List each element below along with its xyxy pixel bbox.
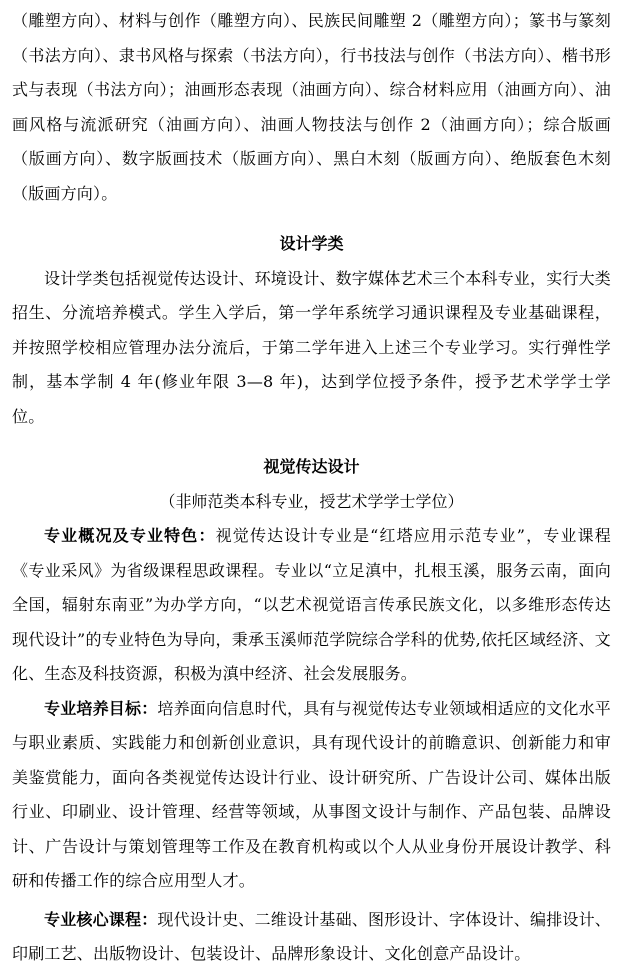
design-section-heading: 设计学类 — [279, 234, 344, 253]
overview-paragraph — [12, 519, 611, 692]
core-courses-label: 专业核心课程： — [44, 909, 158, 929]
goals-label: 专业培养目标： — [44, 698, 158, 718]
goals-paragraph — [12, 692, 611, 899]
overview-label: 专业概况及专业特色： — [44, 526, 216, 545]
core-courses-paragraph — [12, 903, 611, 972]
design-section-body: 设计学类包括视觉传达设计、环境设计、数字媒体艺术三个本科专业，实行大类招生、分流培养模式。学生入学后，第一学年系统学习通识课程及专业基础课程，并按照学校相应管理办法分流后，于第二学年进入上述三个专业学习。实行弹性学制，基本学制 4 年(修业年限 3—8 年)，达到学位授予条件，授予艺术学学士学位。 — [12, 268, 612, 426]
visual-section-subtitle: （非师范类本科专业，授艺术学学士学位） — [159, 491, 464, 511]
core-courses-text: 现代设计史、二维设计基础、图形设计、字体设计、编排设计、印刷工艺、出版物设计、包装设计、品牌形象设计、文化创意产品设计。 — [12, 909, 612, 963]
intro-continuation-paragraph: （雕塑方向）、材料与创作（雕塑方向）、民族民间雕塑 2（雕塑方向）；篆书与篆刻（书法方向）、隶书风格与探索（书法方向），行书技法与创作（书法方向）、楷书形式与表现（书法方向）；油画形态表现（油画方向）、综合材料应用（油画方向）、油画风格与流派研究（油画方向）、油画人物技法与创作 2（油画方向）；综合版画（版画方向）、数字版画技术（版画方向）、黑白木刻（版画方向）、绝版套色木刻（版画方向）。 — [12, 11, 611, 203]
goals-text: 培养面向信息时代，具有与视觉传达专业领域相适应的文化水平与职业素质、实践能力和创新创业意识，具有现代设计的前瞻意识、创新能力和审美鉴赏能力，面向各类视觉传达设计行业、设计研究所、广告设计公司、媒体出版行业、印刷业、设计管理、经营等领域，从事图文设计与制作、产品包装、品牌设计、广告设计与策划管理等工作及在教育机构或以个人从业身份开展设计教学、科研和传播工作的综合应用型人才。 — [12, 698, 612, 890]
overview-text: 视觉传达设计专业是“红塔应用示范专业”，专业课程《专业采风》为省级课程思政课程。专业以“立足滇中，扎根玉溪，服务云南，面向全国，辐射东南亚”为办学方向，“以艺术视觉语言传承民族文化，以多维形态传达现代设计”的专业特色为导向，秉承玉溪师范学院综合学科的优势,依托区域经济、文化、生态及科技资源，积极为滇中经济、社会发展服务。 — [12, 526, 611, 683]
visual-section-heading: 视觉传达设计 — [263, 457, 360, 476]
